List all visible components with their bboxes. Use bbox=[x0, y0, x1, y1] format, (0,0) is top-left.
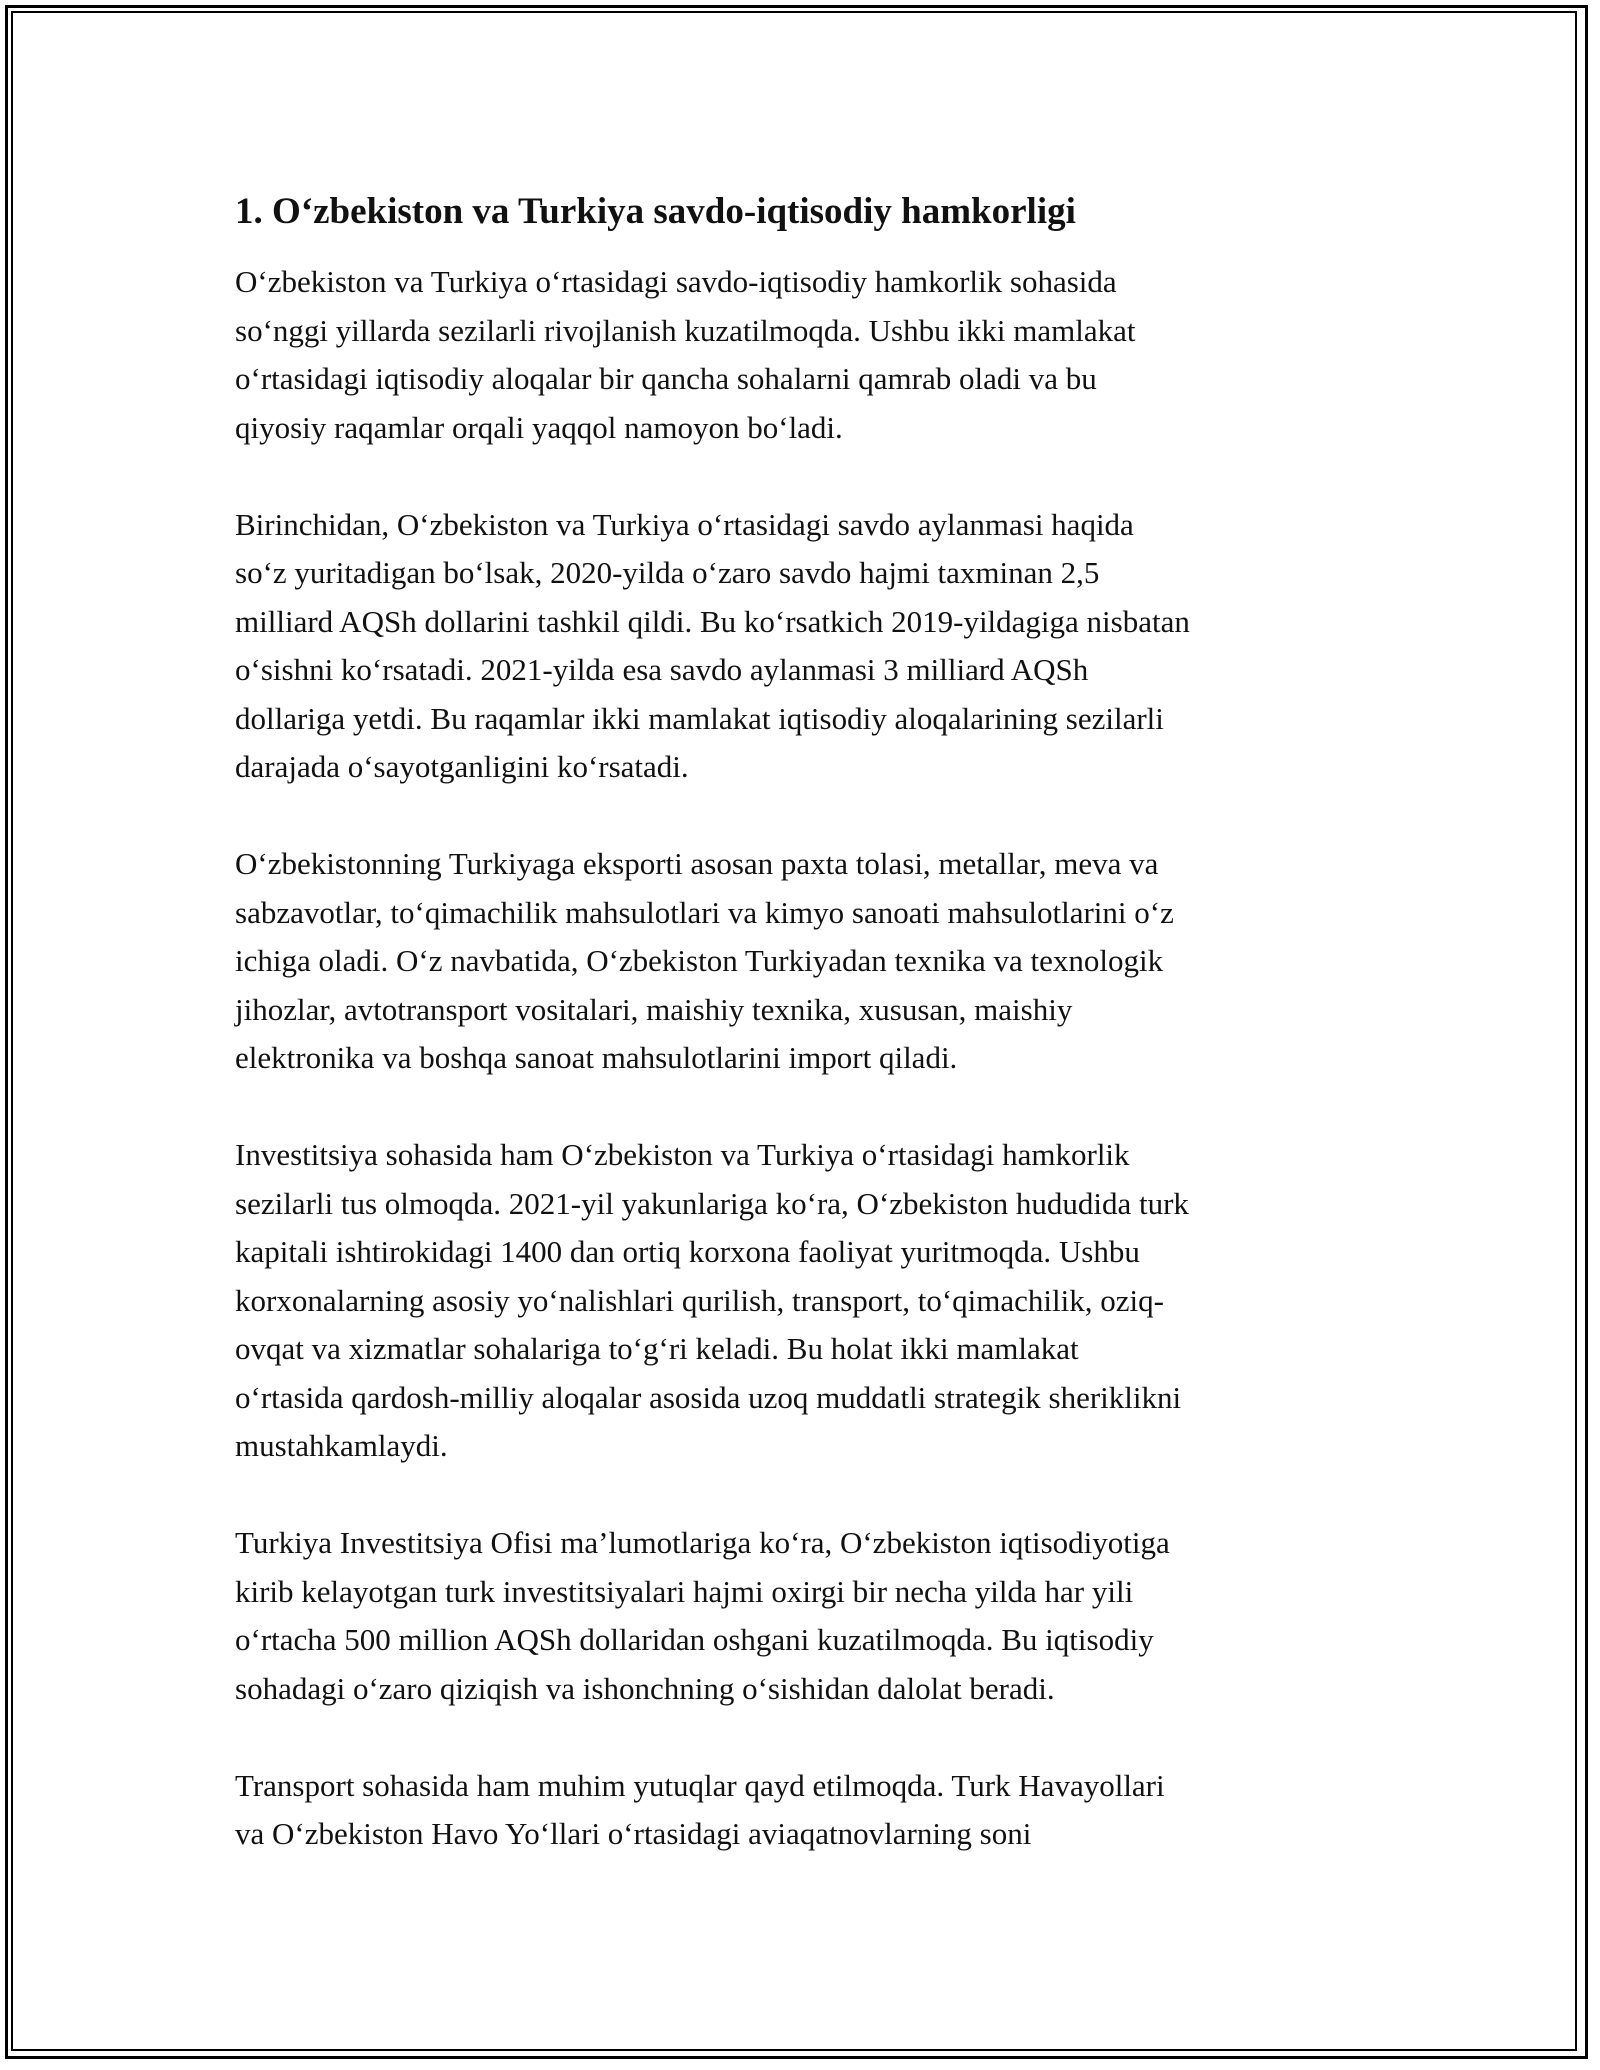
text-line: kapitali ishtirokidagi 1400 dan ortiq korxona faoliyat yuritmoqda. Ushbu bbox=[235, 1234, 1140, 1269]
text-line: Transport sohasida ham muhim yutuqlar qayd etilmoqda. Turk Havayollari bbox=[235, 1767, 1165, 1803]
paragraph-3 bbox=[235, 840, 1375, 1083]
text-line: kirib kelayotgan turk investitsiyalari hajmi oxirgi bir necha yilda har yili bbox=[235, 1573, 1134, 1609]
text-line: o‘sishni ko‘rsatadi. 2021-yilda esa savdo aylanmasi 3 milliard AQSh bbox=[235, 652, 1089, 687]
text-line: O‘zbekistonning Turkiyaga eksporti asosan paxta tolasi, metallar, meva va bbox=[235, 846, 1159, 881]
text-line: o‘rtacha 500 million AQSh dollaridan oshgani kuzatilmoqda. Bu iqtisodiy bbox=[235, 1622, 1154, 1657]
section-heading: 1. O‘zbekiston va Turkiya savdo-iqtisodiy hamkorligi bbox=[235, 191, 1076, 232]
text-line: mustahkamlaydi. bbox=[235, 1428, 448, 1463]
paragraph-6 bbox=[235, 1762, 1375, 1859]
text-line: elektronika va boshqa sanoat mahsulotlarini import qiladi. bbox=[235, 1040, 958, 1075]
text-line: O‘zbekiston va Turkiya o‘rtasidagi savdo-iqtisodiy hamkorlik sohasida bbox=[235, 264, 1117, 299]
paragraph-2 bbox=[235, 501, 1375, 792]
paragraph-5 bbox=[235, 1519, 1375, 1713]
paragraph-4 bbox=[235, 1131, 1375, 1471]
text-line: dollariga yetdi. Bu raqamlar ikki mamlakat iqtisodiy aloqalarining sezilarli bbox=[235, 700, 1164, 736]
text-line: so‘nggi yillarda sezilarli rivojlanish kuzatilmoqda. Ushbu ikki mamlakat bbox=[235, 312, 1136, 348]
text-line: jihozlar, avtotransport vositalari, maishiy texnika, xususan, maishiy bbox=[235, 991, 1073, 1027]
text-line: milliard AQSh dollarini tashkil qildi. Bu ko‘rsatkich 2019-yildagiga nisbatan bbox=[235, 603, 1190, 639]
text-line: ovqat va xizmatlar sohalariga to‘g‘ri keladi. Bu holat ikki mamlakat bbox=[235, 1331, 1079, 1366]
text-line: Investitsiya sohasida ham O‘zbekiston va Turkiya o‘rtasidagi hamkorlik bbox=[235, 1137, 1130, 1172]
text-line: o‘rtasida qardosh-milliy aloqalar asosida uzoq muddatli strategik sheriklikni bbox=[235, 1379, 1182, 1415]
text-line: korxonalarning asosiy yo‘nalishlari qurilish, transport, to‘qimachilik, oziq- bbox=[235, 1282, 1164, 1318]
text-line: sohadagi o‘zaro qiziqish va ishonchning o‘sishidan dalolat beradi. bbox=[235, 1670, 1055, 1706]
text-line: sabzavotlar, to‘qimachilik mahsulotlari va kimyo sanoati mahsulotlarini o‘z bbox=[235, 894, 1174, 930]
text-line: darajada o‘sayotganligini ko‘rsatadi. bbox=[235, 749, 689, 784]
text-line: ichiga oladi. O‘z navbatida, O‘zbekiston Turkiyadan texnika va texnologik bbox=[235, 943, 1164, 978]
paragraph-1 bbox=[235, 258, 1375, 452]
text-line: va O‘zbekiston Havo Yo‘llari o‘rtasidagi aviaqatnovlarning soni bbox=[235, 1816, 1032, 1851]
text-line: so‘z yuritadigan bo‘lsak, 2020-yilda o‘zaro savdo hajmi taxminan 2,5 bbox=[235, 555, 1100, 590]
text-line: Birinchidan, O‘zbekiston va Turkiya o‘rtasidagi savdo aylanmasi haqida bbox=[235, 506, 1134, 542]
document-body bbox=[235, 188, 1375, 1907]
text-line: o‘rtasidagi iqtisodiy aloqalar bir qancha sohalarni qamrab oladi va bu bbox=[235, 361, 1097, 396]
text-line: sezilarli tus olmoqda. 2021-yil yakunlariga ko‘ra, O‘zbekiston hududida turk bbox=[235, 1185, 1189, 1221]
text-line: Turkiya Investitsiya Ofisi ma’lumotlariga ko‘ra, O‘zbekiston iqtisodiyotiga bbox=[235, 1525, 1170, 1560]
text-line: qiyosiy raqamlar orqali yaqqol namoyon bo‘ladi. bbox=[235, 409, 843, 445]
